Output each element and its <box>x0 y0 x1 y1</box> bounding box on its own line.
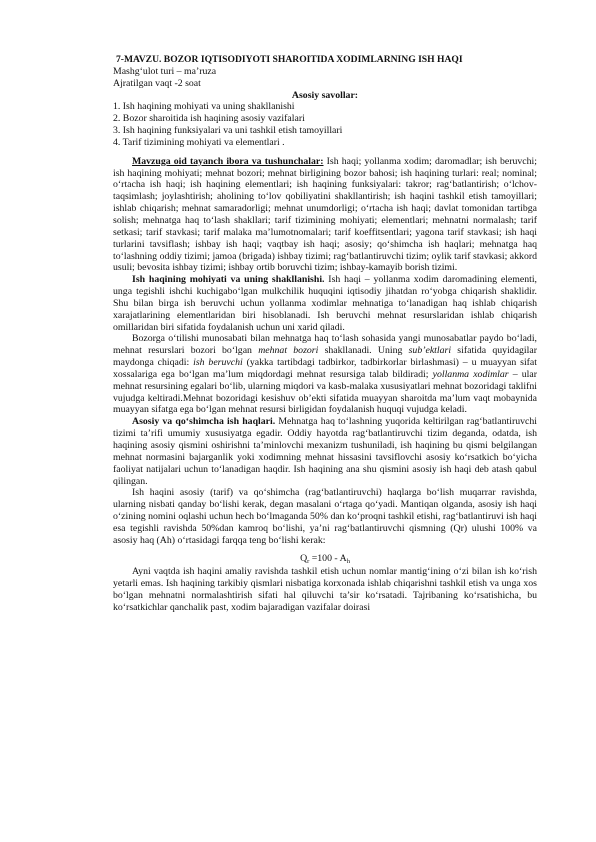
paragraph-essence <box>113 274 537 333</box>
keywords-paragraph <box>113 156 537 274</box>
question-item: 1. Ish haqining mohiyati va uning shakllanishi <box>113 101 295 113</box>
allotted-time: Ajratilgan vaqt -2 soat <box>113 77 201 89</box>
italic-term: ish beruvchi <box>193 357 243 369</box>
formula-q: Q <box>300 552 308 564</box>
document-page <box>113 54 537 614</box>
paragraph-ratio: Ish haqini asosiy (tarif) va qo‘shimcha (rag‘batlantiruvchi) haqlarga bo‘lish muqarrar ravishda, ularning nisbati qanday bo‘lishi kerak, degan masalani o‘rtaga qo‘yadi. Mantiqan olganda, asosiy ish haqi o‘zining nomini oqlashi uchun hech bo‘lmaganda 50% dan ko‘proqni tashkil etishi, rag‘batlantiruvi ish haqi esa tegishli ravishda 50%dan kamroq bo‘lishi, ya’ni rag‘batlantiruvchi qismning (Qr) ulushi 100% va asosiy haq (Ah) o‘rtasidagi farqqa teng bo‘lishi kerak: <box>113 487 537 546</box>
lesson-type: Mashg‘ulot turi – ma’ruza <box>113 65 217 77</box>
formula <box>113 553 537 565</box>
lecture-title: 7-MAVZU. BOZOR IQTISODIYOTI SHAROITIDA XODIMLARNING ISH HAQI <box>116 54 463 65</box>
question-item: 4. Tarif tizimining mohiyati va elementlari . <box>113 136 285 148</box>
italic-term: yollanma xodimlar <box>432 368 509 380</box>
formula-sub-r: r <box>307 557 310 565</box>
questions-heading: Asosiy savollar: <box>291 89 359 101</box>
paragraph-market <box>113 333 537 416</box>
text-run: sifatida quyidagilar maydonga chiqadi: <box>113 345 537 369</box>
question-item: 2. Bozor sharoitida ish haqining asosiy vazifalari <box>113 113 305 125</box>
text-run: shakllanadi. Uning <box>318 345 409 357</box>
keywords-label: Mavzuga oid tayanch ibora va tushunchalar: <box>132 155 324 167</box>
text-run: (yakka tartibdagi tadbirkor, tadbirkorlar birlashmasi) – u muayyan sifat xossalariga ega bo‘lgan ma’lum miqdordagi mehnat resursiga talab bildiradi; <box>113 357 537 380</box>
formula-body: =100 - A <box>309 552 347 564</box>
formula-sub-h: h <box>346 557 350 565</box>
text-run: – ular mehnat resursining egalari bo‘lib, ularning miqdori va kasb-malaka xususiyatlari mehnat bozoridagi taklifni vujudga keltiradi.Mehnat bozoridagi kesishuv ob’ekti sifatida muayyan sharoitda ma’lum vaqt mobaynida muayyan sifatga ega bo‘lgan mehnat resursi birligidan foydalanish huquqi vujudga keladi. <box>113 368 537 416</box>
section-heading: Ish haqining mohiyati va uning shakllanishi. <box>132 274 325 286</box>
italic-term: sub’ektlari <box>408 345 452 357</box>
keywords-text: Ish haqi; yollanma xodim; daromadlar; ish beruvchi; ish haqining mohiyati; mehnat bozori; mehnat birligining bozor bahosi; ish haqining turlari: real; nominal; o‘rtacha ish haqi; ish haqining elementlari; ish haqining funksiyalari: takror; rag‘batlantirish; o‘lchov-taqsimlash; joylashtirish; aholining to‘lov qobiliyatini shakllantirish; ish haqini tashkil etish tamoyillari; ishlab chiqarish; mehnat samaradorligi; mehnat unumdorligi; o‘rtacha ish haqi; davlat tomonidan tartibga solish; mehnatga haq to‘lash shakllari; tarif tizimining mohiyati; elementlari; mehnatni normalash; tarif setkasi; tarif stavkasi; tarif malaka ma’lumotnomalari; tarif koeffitsentlari; yagona tarif stavkasi; ish haqi turlarini tavsiflash; ishbay ish haqi; vaqtbay ish haqi; asosiy; qo‘shimcha ish haqlari; mehnatga haq to‘lashning oddiy tizimi; jamoa (brigada) ishbay tizimi; rag‘batlantiruvchi tizim; oylik tarif stavkasi; akkord usuli; bevosita ishbay tizimi; ishbay ortib boruvchi tizim; ishbay-kamayib borish tizimi. <box>113 155 537 274</box>
section-heading: Asosiy va qo‘shimcha ish haqlari. <box>132 416 276 428</box>
paragraph-practice: Ayni vaqtda ish haqini amaliy ravishda tashkil etish uchun nomlar mantig‘ining o‘zi bilan ish ko‘rish yetarli emas. Ish haqining tarkibiy qismlari nisbatiga korxonada ishlab chiqarishni tashkil etish va unga xos bo‘lgan mehnatni normalashtirish sifati hal qiluvchi ta’sir ko‘rsatadi. Tajribaning ko‘rsatishicha, bu ko‘rsatkichlar qanchalik past, xodim bajaradigan vazifalar doirasi <box>113 566 537 613</box>
paragraph-basic-wages <box>113 416 537 487</box>
italic-term: mehnat bozori <box>258 345 319 357</box>
question-item: 3. Ish haqining funksiyalari va uni tashkil etish tamoyillari <box>113 125 343 137</box>
paragraph-text: Mehnatga haq to‘lashning yuqorida keltirilgan rag‘batlantiruvchi tizimi ta’rifi umumiy xususiyatga egadir. Oddiy hayotda rag‘batlantiruvchi tizim deganda, odatda, ish haqining asosiy qismini oshirishni ta’minlovchi mexanizm tushuniladi, ish haqining bu qismi belgilangan mehnat normasini bajarganlik yoki xodimning mehnat hissasini tavsiflovchi asosiy ko‘rsatkich bo‘yicha faoliyat natijalari uchun to‘lanadigan haqdir. Ish haqining ana shu qismini asosiy ish haqi deb atash qabul qilingan. <box>113 416 537 487</box>
paragraph-text: Ish haqi – yollanma xodim daromadining elementi, unga tegishli ishchi kuchigabo‘lgan mulkchilik huquqini iqtisodiy jihatdan ro‘yobga chiqarish shaklidir. Shu bilan birga ish beruvchi uchun yollanma xodimlar mehnatiga to‘lanadigan haq ishlab chiqarish xarajatlarining elementlaridan biri hisoblanadi. Ish beruvchi mehnat resurslaridan ishlab chiqarish omillaridan biri sifatida foydalanish uchun uni xarid qiladi. <box>113 274 537 333</box>
text-run: Bozorga o‘tilishi munosabati bilan mehnatga haq to‘lash sohasida yangi munosabatlar paydo bo‘ladi, mehnat resurslari bozori bo‘lgan <box>113 333 537 357</box>
